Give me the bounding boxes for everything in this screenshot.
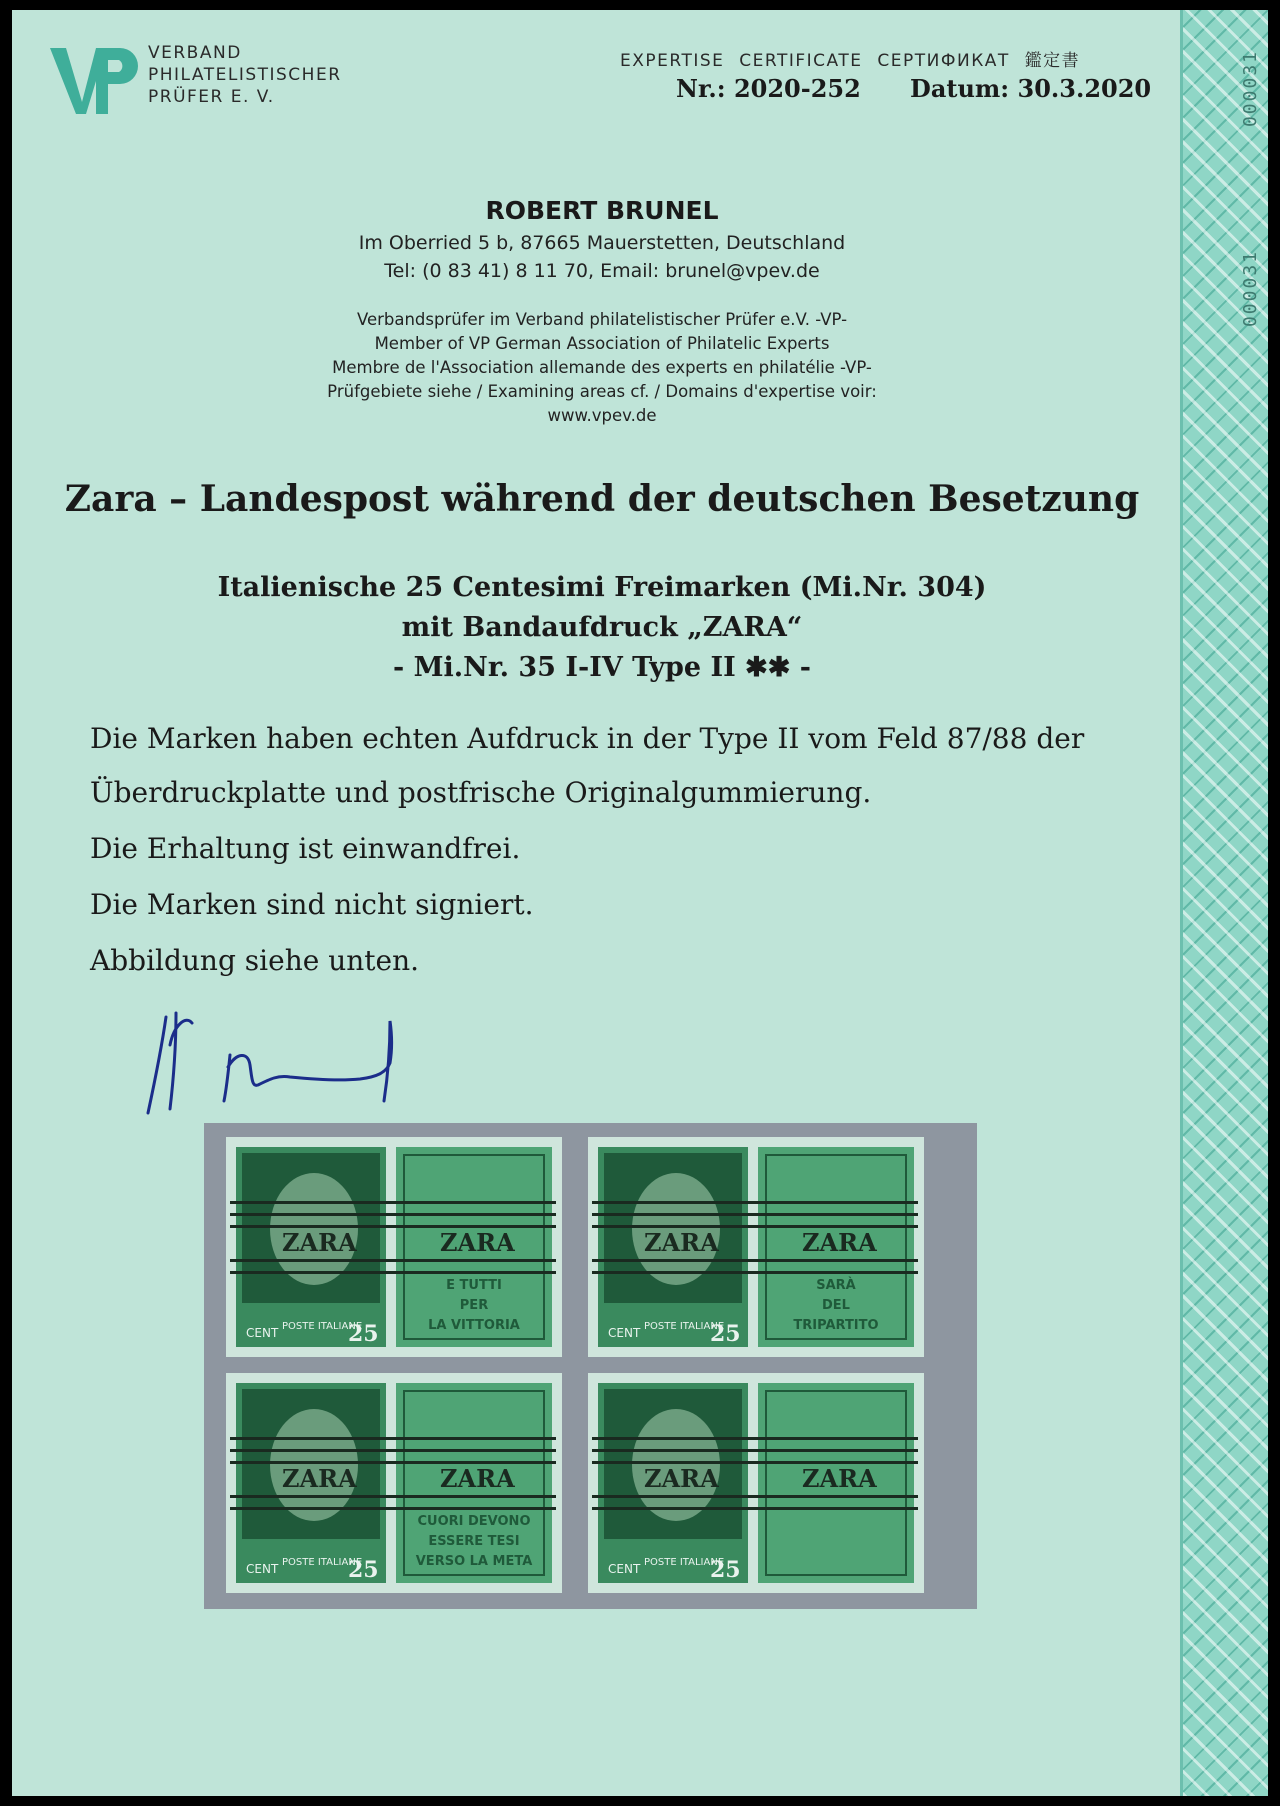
stamp-pair: [588, 1137, 924, 1357]
stamp-cent-label: CENT: [608, 1326, 641, 1340]
overprint-text: ZARA: [440, 1228, 515, 1257]
stamp-country-label: POSTE ITALIANE: [282, 1557, 363, 1568]
overprint-bar: [230, 1495, 556, 1498]
signature-image: [140, 1005, 460, 1125]
overprint-text: ZARA: [282, 1464, 357, 1493]
propaganda-text: DEL: [822, 1298, 850, 1313]
certificate-number: Nr.: 2020-252: [676, 74, 861, 103]
stamp-pair: [588, 1373, 924, 1593]
propaganda-text: E TUTTI: [446, 1278, 502, 1293]
subject-title: Zara – Landespost während der deutschen Besetzung: [64, 478, 1140, 520]
affiliation-line: Member of VP German Association of Philatelic Experts: [374, 334, 830, 353]
overprint-bar: [230, 1201, 556, 1204]
stamp-value: 25: [348, 1321, 379, 1347]
overprint-bar: [592, 1271, 918, 1274]
stamp-pair: [226, 1373, 562, 1593]
stamp-cent-label: CENT: [246, 1562, 279, 1576]
overprint-text: ZARA: [802, 1228, 877, 1257]
overprint-bar: [230, 1507, 556, 1510]
propaganda-text: CUORI DEVONO: [417, 1514, 531, 1529]
stamp-country-label: POSTE ITALIANE: [644, 1321, 725, 1332]
overprint-text: ZARA: [644, 1464, 719, 1493]
stamp-country-label: POSTE ITALIANE: [644, 1557, 725, 1568]
overprint-bar: [592, 1449, 918, 1452]
expert-address: Im Oberried 5 b, 87665 Mauerstetten, Deutschland: [358, 232, 846, 254]
expert-website: www.vpev.de: [547, 406, 657, 425]
overprint-bar: [230, 1271, 556, 1274]
stamp-value: 25: [710, 1557, 741, 1583]
stamp-country-label: POSTE ITALIANE: [282, 1321, 363, 1332]
affiliation-line: Membre de l'Association allemande des experts en philatélie -VP-: [332, 358, 872, 377]
certificate-page: [12, 10, 1268, 1796]
association-line: PRÜFER E. V.: [148, 87, 275, 107]
stamp-pair: [226, 1137, 562, 1357]
overprint-bar: [230, 1259, 556, 1262]
subject-catalog-line: - Mi.Nr. 35 I-IV Type II ✱✱ -: [393, 652, 811, 683]
overprint-text: ZARA: [802, 1464, 877, 1493]
overprint-bar: [592, 1495, 918, 1498]
expert-contact: Tel: (0 83 41) 8 11 70, Email: brunel@vpev.de: [384, 260, 820, 282]
overprint-bar: [592, 1437, 918, 1440]
body-line: Abbildung siehe unten.: [90, 944, 420, 977]
stamp-cent-label: CENT: [608, 1562, 641, 1576]
expert-name: ROBERT BRUNEL: [485, 196, 719, 225]
subject-line: Italienische 25 Centesimi Freimarken (Mi.Nr. 304): [217, 572, 987, 603]
body-line: Die Marken haben echten Aufdruck in der Type II vom Feld 87/88 der: [90, 722, 1085, 755]
propaganda-text: ESSERE TESI: [428, 1534, 520, 1549]
stamp-value: 25: [710, 1321, 741, 1347]
overprint-bar: [230, 1213, 556, 1216]
association-line: VERBAND: [148, 43, 242, 63]
serial-number-top: 000031: [1240, 50, 1261, 128]
propaganda-text: PER: [459, 1298, 489, 1313]
overprint-text: ZARA: [282, 1228, 357, 1257]
subject-line: mit Bandaufdruck „ZARA“: [401, 612, 803, 643]
stamp-value: 25: [348, 1557, 379, 1583]
affiliation-line: Prüfgebiete siehe / Examining areas cf. / Domains d'expertise voir:: [327, 382, 877, 401]
propaganda-text: SARÀ: [816, 1278, 856, 1293]
association-line: PHILATELISTISCHER: [148, 65, 342, 85]
overprint-text: ZARA: [644, 1228, 719, 1257]
overprint-bar: [230, 1449, 556, 1452]
propaganda-text: TRIPARTITO: [793, 1318, 879, 1333]
propaganda-text: VERSO LA META: [415, 1554, 533, 1569]
body-line: Überdruckplatte und postfrische Originalgummierung.: [90, 776, 872, 809]
overprint-text: ZARA: [440, 1464, 515, 1493]
overprint-bar: [592, 1259, 918, 1262]
overprint-bar: [592, 1201, 918, 1204]
stamp-cent-label: CENT: [246, 1326, 279, 1340]
overprint-bar: [592, 1213, 918, 1216]
vp-logo: [48, 40, 138, 120]
overprint-bar: [592, 1507, 918, 1510]
certificate-title: EXPERTISE CERTIFICATE СЕРТИФИКАТ 鑑定書: [620, 51, 1081, 71]
overprint-bar: [230, 1437, 556, 1440]
propaganda-text: LA VITTORIA: [428, 1318, 520, 1333]
serial-number-bottom: 000031: [1240, 250, 1261, 328]
certificate-date: Datum: 30.3.2020: [910, 74, 1152, 103]
body-line: Die Erhaltung ist einwandfrei.: [90, 832, 521, 865]
body-line: Die Marken sind nicht signiert.: [90, 888, 534, 921]
stamp-illustration: [204, 1123, 977, 1609]
affiliation-line: Verbandsprüfer im Verband philatelistischer Prüfer e.V. -VP-: [356, 310, 848, 329]
association-name: [148, 42, 342, 108]
